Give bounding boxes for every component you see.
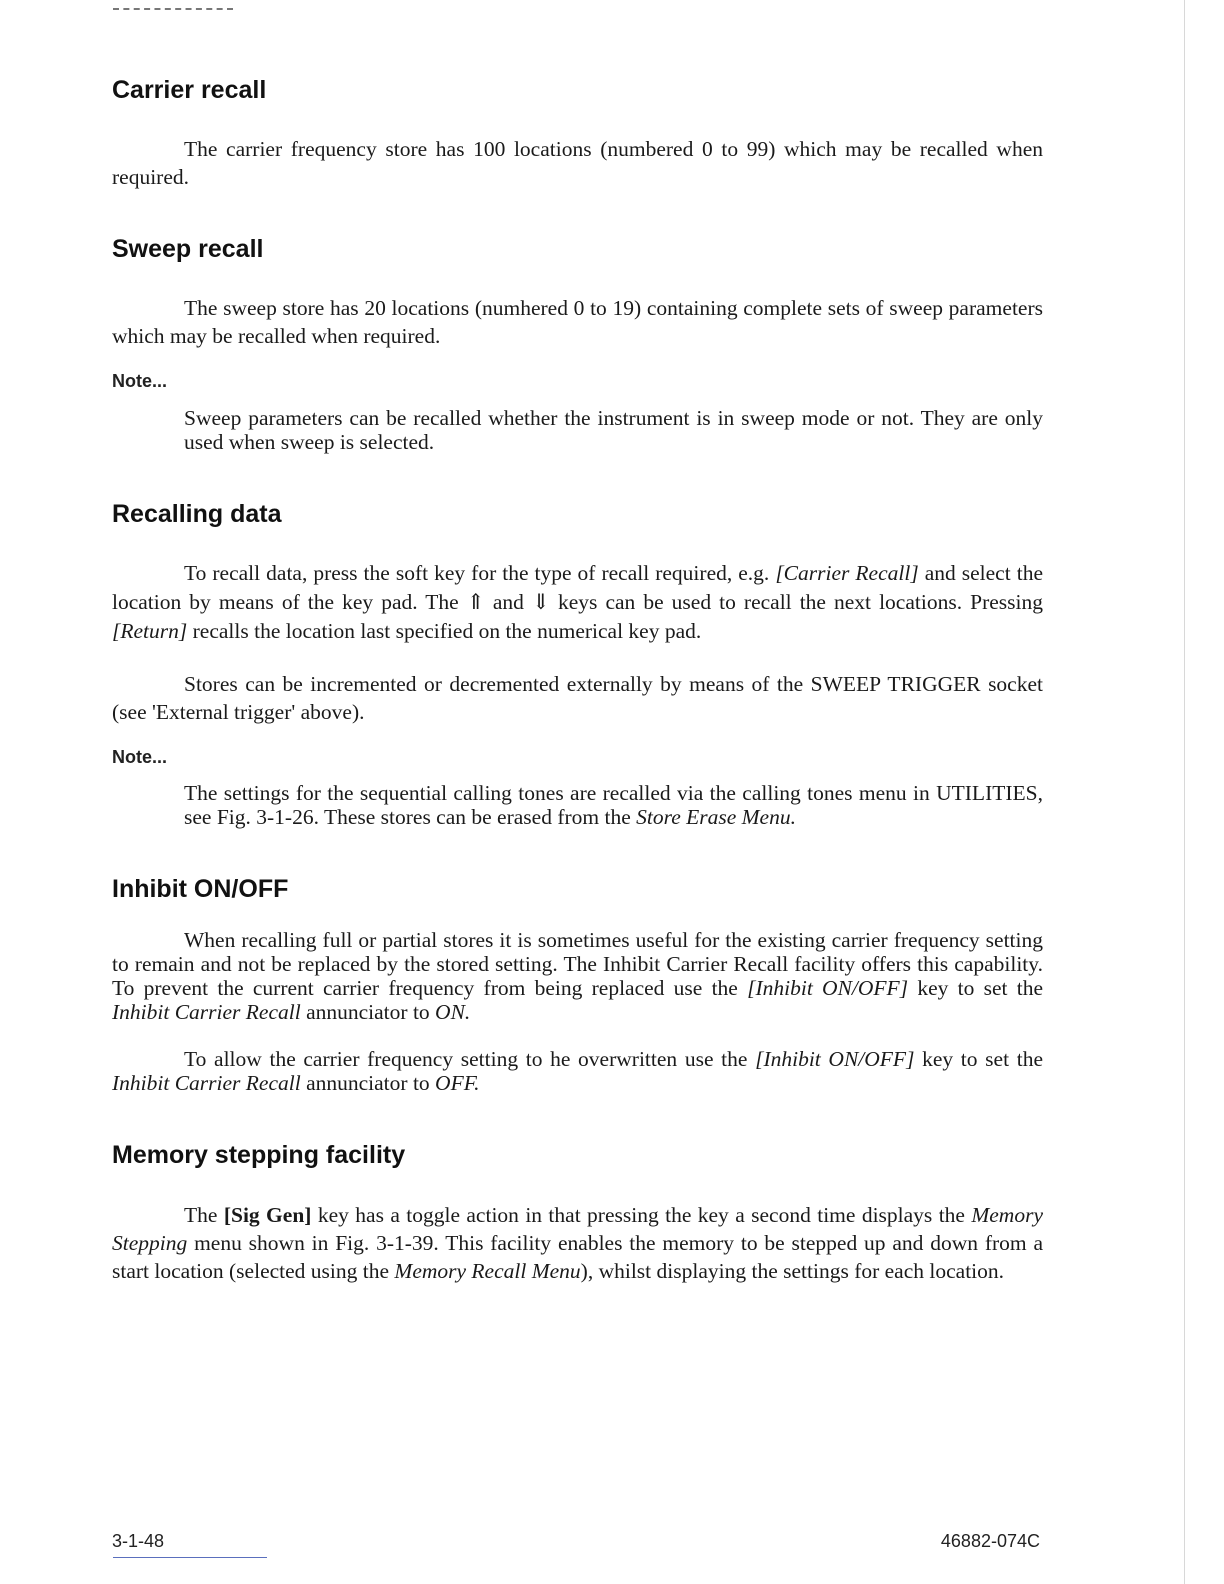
inhibit-key-2: [Inhibit ON/OFF]: [755, 1047, 915, 1071]
inhibit-annunciator: Inhibit Carrier Recall: [112, 1000, 301, 1024]
page-number: 3-1-48: [112, 1531, 165, 1551]
paragraph-carrier-recall: The carrier frequency store has 100 locations (numbered 0 to 99) which may be recalled when required.: [112, 137, 1043, 189]
heading-recalling-data: Recalling data: [112, 500, 282, 528]
document-number: 46882-074C: [940, 1531, 1040, 1551]
note-label-sweep: Note...: [112, 371, 168, 391]
carrier-recall-key: [Carrier Recall]: [775, 561, 919, 585]
paragraph-inhibit-2: To allow the carrier frequency setting to he overwritten use the [Inhibit ON/OFF] key to set the Inhibit Carrier Recall annunciator to OFF.: [112, 1047, 1043, 1095]
return-key: [Return]: [112, 619, 188, 643]
note-label-recalling: Note...: [112, 747, 168, 767]
store-erase-menu: Store Erase Menu.: [636, 805, 796, 829]
heading-memory-stepping: Memory stepping facility: [112, 1141, 406, 1169]
note-body-recalling: The settings for the sequential calling tones are recalled via the calling tones menu in UTILITIES, see Fig. 3-1-26. These stores can be erased from the Store Erase Menu.: [184, 781, 1043, 829]
paragraph-inhibit-1: When recalling full or partial stores it is sometimes useful for the existing carrier frequency setting to remain and not be replaced by the stored setting. The Inhibit Carrier Recall facility offers this capability. To prevent the current carrier frequency from being replaced use the [Inhibit ON/OFF] key to set the Inhibit Carrier Recall annunciator to ON.: [112, 928, 1043, 1024]
heading-carrier-recall: Carrier recall: [112, 76, 267, 104]
heading-inhibit: Inhibit ON/OFF: [112, 875, 289, 903]
scan-edge-line: [1184, 0, 1185, 1584]
paragraph-memory-stepping: The [Sig Gen] key has a toggle action in that pressing the key a second time displays the Memory Stepping menu shown in Fig. 3-1-39. This facility enables the memory to be stepped up and down from a start location (selected using the Memory Recall Menu), whilst displaying the settings for each location.: [112, 1203, 1043, 1283]
sig-gen-key: [Sig Gen]: [223, 1203, 312, 1227]
memory-recall-menu: Memory Recall Menu: [394, 1259, 581, 1283]
heading-sweep-recall: Sweep recall: [112, 235, 264, 263]
top-edge-mark: [113, 8, 233, 12]
inhibit-key: [Inhibit ON/OFF]: [747, 976, 909, 1000]
footer-rule: [113, 1557, 267, 1558]
memory-stepping-menu: Memory Stepping: [112, 1203, 1043, 1255]
paragraph-recalling-data-2: Stores can be incremented or decremented externally by means of the SWEEP TRIGGER socket (see 'External trigger' above).: [112, 672, 1043, 724]
note-body-sweep: Sweep parameters can be recalled whether the instrument is in sweep mode or not. They are only used when sweep is selected.: [184, 406, 1043, 454]
paragraph-sweep-recall: The sweep store has 20 locations (numhered 0 to 19) containing complete sets of sweep parameters which may be recalled when required.: [112, 296, 1043, 348]
paragraph-recalling-data-1: To recall data, press the soft key for the type of recall required, e.g. [Carrier Recall] and select the location by means of the key pad. The ⇑ and ⇓ keys can be used to recall the next locations. Pressing [Return] recalls the location last specified on the numerical key pad.: [112, 561, 1043, 643]
inhibit-annunciator-2: Inhibit Carrier Recall: [112, 1071, 301, 1095]
